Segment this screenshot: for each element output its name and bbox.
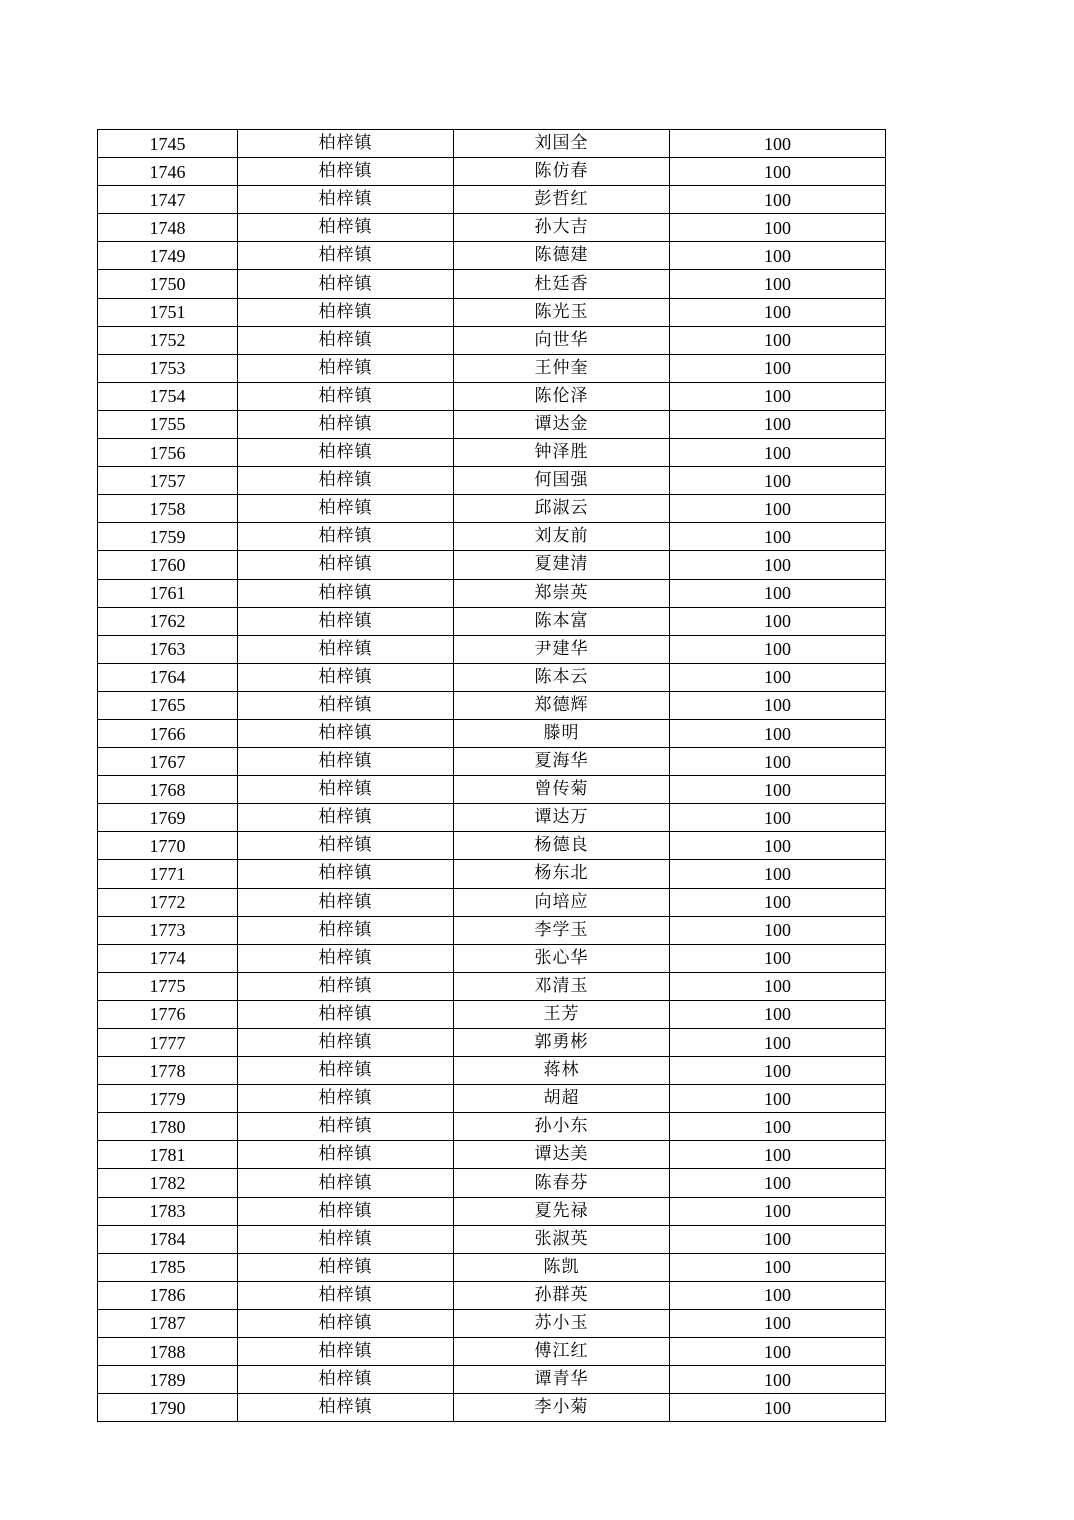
cell-amount: 100: [670, 158, 886, 186]
cell-town: 柏梓镇: [238, 832, 454, 860]
cell-town: 柏梓镇: [238, 354, 454, 382]
cell-serial-number: 1790: [98, 1394, 238, 1422]
cell-town: 柏梓镇: [238, 1197, 454, 1225]
cell-serial-number: 1784: [98, 1225, 238, 1253]
cell-town: 柏梓镇: [238, 1281, 454, 1309]
cell-town: 柏梓镇: [238, 1338, 454, 1366]
table-row: [98, 748, 886, 776]
cell-amount: 100: [670, 1057, 886, 1085]
cell-amount: 100: [670, 579, 886, 607]
cell-amount: 100: [670, 1000, 886, 1028]
cell-serial-number: 1779: [98, 1085, 238, 1113]
cell-town: 柏梓镇: [238, 326, 454, 354]
cell-town: 柏梓镇: [238, 214, 454, 242]
cell-person-name: 曾传菊: [454, 776, 670, 804]
cell-town: 柏梓镇: [238, 186, 454, 214]
cell-amount: 100: [670, 972, 886, 1000]
cell-serial-number: 1759: [98, 523, 238, 551]
cell-person-name: 邱淑云: [454, 495, 670, 523]
cell-person-name: 向培应: [454, 888, 670, 916]
cell-person-name: 李小菊: [454, 1394, 670, 1422]
cell-serial-number: 1783: [98, 1197, 238, 1225]
table-row: [98, 214, 886, 242]
cell-person-name: 夏建清: [454, 551, 670, 579]
cell-serial-number: 1768: [98, 776, 238, 804]
cell-town: 柏梓镇: [238, 130, 454, 158]
cell-town: 柏梓镇: [238, 635, 454, 663]
table-row: [98, 804, 886, 832]
cell-amount: 100: [670, 270, 886, 298]
table-row: [98, 467, 886, 495]
cell-amount: 100: [670, 748, 886, 776]
data-table: [97, 129, 886, 1422]
cell-amount: 100: [670, 523, 886, 551]
cell-serial-number: 1747: [98, 186, 238, 214]
cell-serial-number: 1763: [98, 635, 238, 663]
cell-serial-number: 1764: [98, 663, 238, 691]
cell-serial-number: 1765: [98, 691, 238, 719]
cell-person-name: 孙大吉: [454, 214, 670, 242]
cell-serial-number: 1753: [98, 354, 238, 382]
cell-amount: 100: [670, 1169, 886, 1197]
cell-serial-number: 1751: [98, 298, 238, 326]
cell-person-name: 王芳: [454, 1000, 670, 1028]
table-row: [98, 1113, 886, 1141]
table-row: [98, 439, 886, 467]
table-row: [98, 523, 886, 551]
table-row: [98, 635, 886, 663]
table-row: [98, 1366, 886, 1394]
cell-person-name: 尹建华: [454, 635, 670, 663]
cell-town: 柏梓镇: [238, 1253, 454, 1281]
cell-serial-number: 1754: [98, 382, 238, 410]
cell-town: 柏梓镇: [238, 523, 454, 551]
table-row: [98, 354, 886, 382]
cell-serial-number: 1745: [98, 130, 238, 158]
cell-town: 柏梓镇: [238, 663, 454, 691]
table-row: [98, 1085, 886, 1113]
cell-amount: 100: [670, 382, 886, 410]
table-row: [98, 326, 886, 354]
table-row: [98, 1281, 886, 1309]
cell-person-name: 李学玉: [454, 916, 670, 944]
cell-serial-number: 1786: [98, 1281, 238, 1309]
cell-town: 柏梓镇: [238, 776, 454, 804]
cell-amount: 100: [670, 439, 886, 467]
cell-person-name: 向世华: [454, 326, 670, 354]
cell-person-name: 彭哲红: [454, 186, 670, 214]
table-row: [98, 860, 886, 888]
cell-town: 柏梓镇: [238, 607, 454, 635]
cell-serial-number: 1777: [98, 1029, 238, 1057]
cell-amount: 100: [670, 691, 886, 719]
cell-amount: 100: [670, 1309, 886, 1337]
cell-serial-number: 1787: [98, 1309, 238, 1337]
cell-amount: 100: [670, 916, 886, 944]
cell-amount: 100: [670, 1085, 886, 1113]
cell-person-name: 杜廷香: [454, 270, 670, 298]
cell-person-name: 钟泽胜: [454, 439, 670, 467]
cell-serial-number: 1750: [98, 270, 238, 298]
table-row: [98, 719, 886, 747]
table-row: [98, 1000, 886, 1028]
cell-town: 柏梓镇: [238, 579, 454, 607]
cell-serial-number: 1746: [98, 158, 238, 186]
cell-town: 柏梓镇: [238, 1394, 454, 1422]
cell-amount: 100: [670, 1141, 886, 1169]
cell-town: 柏梓镇: [238, 270, 454, 298]
table-row: [98, 607, 886, 635]
cell-town: 柏梓镇: [238, 439, 454, 467]
cell-town: 柏梓镇: [238, 1309, 454, 1337]
cell-town: 柏梓镇: [238, 972, 454, 1000]
cell-town: 柏梓镇: [238, 551, 454, 579]
cell-town: 柏梓镇: [238, 1113, 454, 1141]
cell-town: 柏梓镇: [238, 158, 454, 186]
cell-person-name: 滕明: [454, 719, 670, 747]
cell-amount: 100: [670, 635, 886, 663]
table-row: [98, 186, 886, 214]
table-row: [98, 888, 886, 916]
cell-town: 柏梓镇: [238, 1029, 454, 1057]
cell-amount: 100: [670, 495, 886, 523]
cell-person-name: 夏先禄: [454, 1197, 670, 1225]
cell-amount: 100: [670, 1197, 886, 1225]
cell-town: 柏梓镇: [238, 1169, 454, 1197]
cell-serial-number: 1773: [98, 916, 238, 944]
cell-person-name: 夏海华: [454, 748, 670, 776]
cell-amount: 100: [670, 1029, 886, 1057]
cell-person-name: 刘国全: [454, 130, 670, 158]
cell-town: 柏梓镇: [238, 691, 454, 719]
cell-town: 柏梓镇: [238, 804, 454, 832]
cell-serial-number: 1748: [98, 214, 238, 242]
cell-amount: 100: [670, 467, 886, 495]
cell-amount: 100: [670, 242, 886, 270]
cell-amount: 100: [670, 888, 886, 916]
cell-serial-number: 1752: [98, 326, 238, 354]
cell-serial-number: 1761: [98, 579, 238, 607]
cell-serial-number: 1785: [98, 1253, 238, 1281]
table-row: [98, 551, 886, 579]
cell-amount: 100: [670, 354, 886, 382]
cell-serial-number: 1769: [98, 804, 238, 832]
cell-amount: 100: [670, 410, 886, 438]
cell-amount: 100: [670, 326, 886, 354]
cell-amount: 100: [670, 776, 886, 804]
cell-person-name: 谭青华: [454, 1366, 670, 1394]
table-row: [98, 1338, 886, 1366]
cell-person-name: 陈凯: [454, 1253, 670, 1281]
cell-person-name: 陈本富: [454, 607, 670, 635]
cell-person-name: 陈本云: [454, 663, 670, 691]
cell-person-name: 谭达金: [454, 410, 670, 438]
cell-person-name: 蒋林: [454, 1057, 670, 1085]
cell-serial-number: 1781: [98, 1141, 238, 1169]
cell-person-name: 胡超: [454, 1085, 670, 1113]
cell-serial-number: 1782: [98, 1169, 238, 1197]
cell-amount: 100: [670, 1113, 886, 1141]
table-row: [98, 242, 886, 270]
cell-town: 柏梓镇: [238, 1225, 454, 1253]
cell-person-name: 刘友前: [454, 523, 670, 551]
cell-town: 柏梓镇: [238, 242, 454, 270]
cell-amount: 100: [670, 1281, 886, 1309]
cell-serial-number: 1771: [98, 860, 238, 888]
cell-person-name: 张心华: [454, 944, 670, 972]
cell-person-name: 陈光玉: [454, 298, 670, 326]
cell-amount: 100: [670, 130, 886, 158]
cell-person-name: 孙群英: [454, 1281, 670, 1309]
table-body: [98, 130, 886, 1422]
table-row: [98, 1141, 886, 1169]
cell-amount: 100: [670, 186, 886, 214]
cell-town: 柏梓镇: [238, 1366, 454, 1394]
cell-person-name: 谭达美: [454, 1141, 670, 1169]
table-row: [98, 663, 886, 691]
cell-serial-number: 1760: [98, 551, 238, 579]
cell-amount: 100: [670, 1253, 886, 1281]
cell-person-name: 王仲奎: [454, 354, 670, 382]
table-row: [98, 410, 886, 438]
cell-town: 柏梓镇: [238, 298, 454, 326]
cell-person-name: 杨德良: [454, 832, 670, 860]
cell-serial-number: 1749: [98, 242, 238, 270]
cell-amount: 100: [670, 1225, 886, 1253]
table-row: [98, 972, 886, 1000]
cell-amount: 100: [670, 298, 886, 326]
cell-serial-number: 1774: [98, 944, 238, 972]
cell-person-name: 郑崇英: [454, 579, 670, 607]
table-row: [98, 1197, 886, 1225]
cell-town: 柏梓镇: [238, 495, 454, 523]
table-row: [98, 158, 886, 186]
cell-town: 柏梓镇: [238, 748, 454, 776]
cell-town: 柏梓镇: [238, 1085, 454, 1113]
cell-serial-number: 1762: [98, 607, 238, 635]
table-row: [98, 1309, 886, 1337]
cell-person-name: 孙小东: [454, 1113, 670, 1141]
cell-town: 柏梓镇: [238, 1000, 454, 1028]
cell-serial-number: 1757: [98, 467, 238, 495]
cell-person-name: 郑德辉: [454, 691, 670, 719]
cell-amount: 100: [670, 663, 886, 691]
cell-serial-number: 1756: [98, 439, 238, 467]
table-row: [98, 832, 886, 860]
cell-serial-number: 1767: [98, 748, 238, 776]
cell-amount: 100: [670, 1394, 886, 1422]
cell-amount: 100: [670, 214, 886, 242]
cell-serial-number: 1758: [98, 495, 238, 523]
cell-town: 柏梓镇: [238, 860, 454, 888]
table-row: [98, 691, 886, 719]
cell-town: 柏梓镇: [238, 888, 454, 916]
table-row: [98, 495, 886, 523]
cell-person-name: 张淑英: [454, 1225, 670, 1253]
cell-amount: 100: [670, 804, 886, 832]
cell-person-name: 杨东北: [454, 860, 670, 888]
cell-person-name: 陈德建: [454, 242, 670, 270]
table-row: [98, 1169, 886, 1197]
table-row: [98, 298, 886, 326]
cell-amount: 100: [670, 1366, 886, 1394]
cell-person-name: 谭达万: [454, 804, 670, 832]
cell-serial-number: 1766: [98, 719, 238, 747]
table-row: [98, 1225, 886, 1253]
cell-amount: 100: [670, 551, 886, 579]
table-row: [98, 382, 886, 410]
table-row: [98, 579, 886, 607]
table-row: [98, 776, 886, 804]
cell-person-name: 何国强: [454, 467, 670, 495]
cell-person-name: 苏小玉: [454, 1309, 670, 1337]
cell-person-name: 郭勇彬: [454, 1029, 670, 1057]
cell-town: 柏梓镇: [238, 1141, 454, 1169]
cell-town: 柏梓镇: [238, 467, 454, 495]
cell-town: 柏梓镇: [238, 410, 454, 438]
cell-person-name: 邓清玉: [454, 972, 670, 1000]
table-row: [98, 1394, 886, 1422]
cell-person-name: 陈伦泽: [454, 382, 670, 410]
table-row: [98, 916, 886, 944]
cell-serial-number: 1789: [98, 1366, 238, 1394]
table-row: [98, 944, 886, 972]
cell-town: 柏梓镇: [238, 916, 454, 944]
cell-amount: 100: [670, 607, 886, 635]
table-row: [98, 270, 886, 298]
cell-serial-number: 1788: [98, 1338, 238, 1366]
cell-amount: 100: [670, 832, 886, 860]
cell-person-name: 陈仿春: [454, 158, 670, 186]
cell-serial-number: 1770: [98, 832, 238, 860]
cell-serial-number: 1780: [98, 1113, 238, 1141]
cell-town: 柏梓镇: [238, 719, 454, 747]
cell-amount: 100: [670, 944, 886, 972]
cell-town: 柏梓镇: [238, 382, 454, 410]
table-row: [98, 1253, 886, 1281]
cell-serial-number: 1755: [98, 410, 238, 438]
cell-town: 柏梓镇: [238, 1057, 454, 1085]
cell-person-name: 陈春芬: [454, 1169, 670, 1197]
cell-person-name: 傅江红: [454, 1338, 670, 1366]
cell-serial-number: 1778: [98, 1057, 238, 1085]
cell-serial-number: 1775: [98, 972, 238, 1000]
cell-serial-number: 1776: [98, 1000, 238, 1028]
cell-amount: 100: [670, 1338, 886, 1366]
table-row: [98, 1029, 886, 1057]
table-row: [98, 1057, 886, 1085]
cell-serial-number: 1772: [98, 888, 238, 916]
table-row: [98, 130, 886, 158]
cell-town: 柏梓镇: [238, 944, 454, 972]
cell-amount: 100: [670, 860, 886, 888]
cell-amount: 100: [670, 719, 886, 747]
